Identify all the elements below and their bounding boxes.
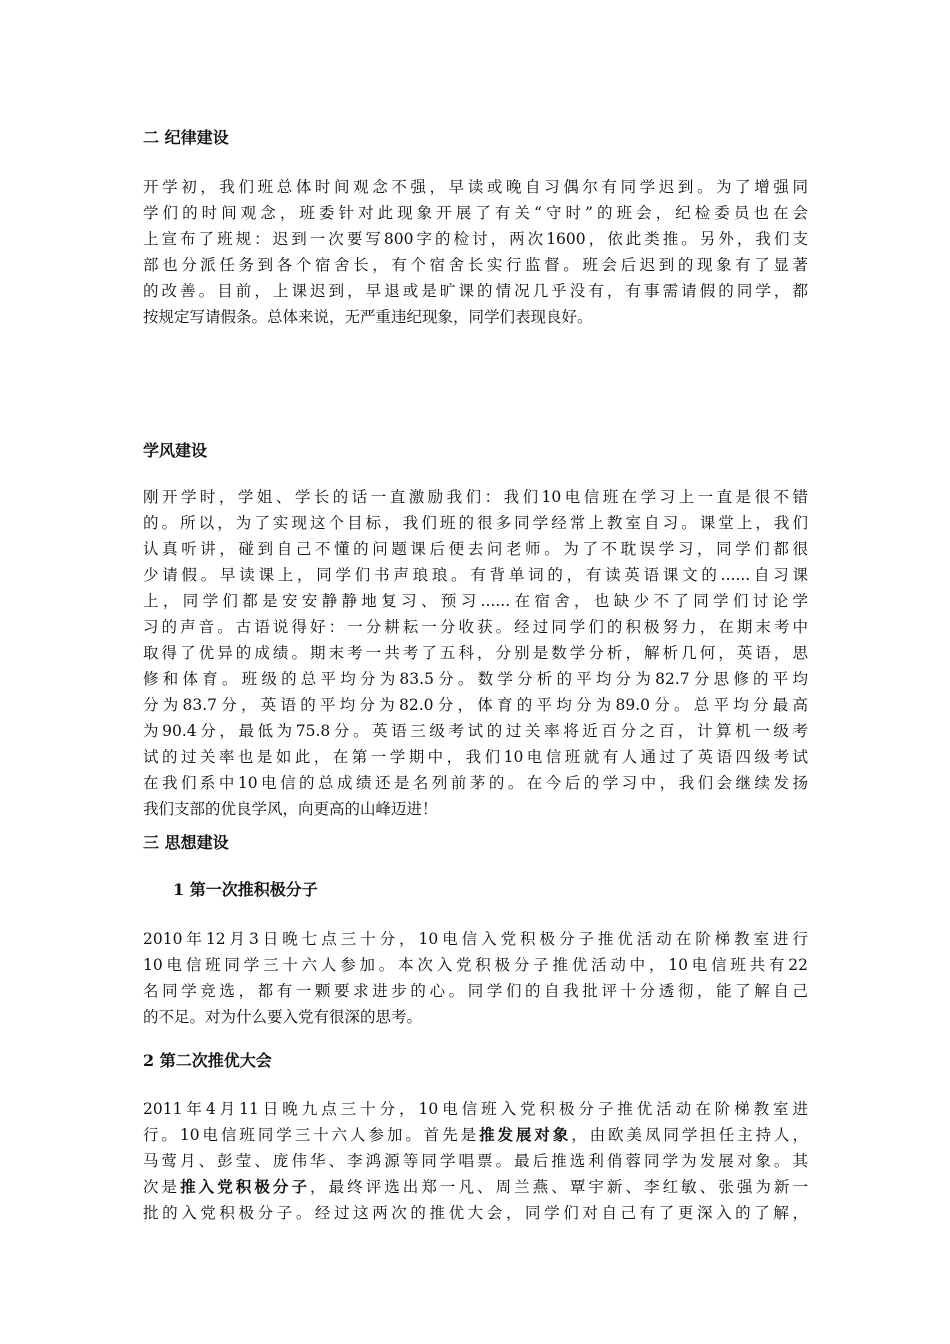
text-line: 分为83.7分，英语的平均分为82.0分，体育的平均分为89.0分。总平均分最高 xyxy=(143,696,808,714)
text-line: 部也分派任务到各个宿舍长，有个宿舍长实行监督。班会后迟到的现象有了显著 xyxy=(143,256,808,274)
text-line: 在我们系中10电信的总成绩还是名列前茅的。在今后的学习中，我们会继续发扬 xyxy=(143,774,808,792)
section-heading-ideology: 三 思想建设 xyxy=(143,833,229,852)
text-line: 取得了优异的成绩。期末考一共考了五科，分别是数学分析，解析几何，英语，思 xyxy=(143,644,808,662)
text-line: 名同学竞选，都有一颗要求进步的心。同学们的自我批评十分透彻，能了解自己 xyxy=(143,982,808,1000)
text-line: 学们的时间观念，班委针对此现象开展了有关“守时”的班会，纪检委员也在会 xyxy=(143,204,808,222)
text-span: ，由欧美凤同学担任主持人， xyxy=(571,1126,808,1144)
text-line xyxy=(143,1174,808,1200)
text-span: 行。10电信班同学三十六人参加。首先是 xyxy=(143,1126,480,1144)
text-line: 习的声音。古语说得好：一分耕耘一分收获。经过同学们的积极努力，在期末考中 xyxy=(143,618,808,636)
text-line: 修和体育。班级的总平均分为83.5分。数学分析的平均分为82.7分思修的平均 xyxy=(143,670,808,688)
paragraph-discipline xyxy=(143,174,808,330)
paragraph-study xyxy=(143,484,808,822)
paragraph-second-recommendation xyxy=(143,1096,808,1226)
text-line: 2010年12月3日晚七点三十分，10电信入党积极分子推优活动在阶梯教室进行 xyxy=(143,930,808,948)
text-line: 我们支部的优良学风，向更高的山峰迈进！ xyxy=(143,800,438,818)
text-line: 开学初，我们班总体时间观念不强，早读或晚自习偶尔有同学迟到。为了增强同 xyxy=(143,178,808,196)
text-line: 上，同学们都是安安静静地复习、预习......在宿舍，也缺少不了同学们讨论学 xyxy=(143,592,808,610)
text-span: 次是 xyxy=(143,1178,181,1196)
text-line: 为90.4分，最低为75.8分。英语三级考试的过关率将近百分之百，计算机一级考 xyxy=(143,722,808,740)
text-line: 的改善。目前，上课迟到，早退或是旷课的情况几乎没有，有事需请假的同学，都 xyxy=(143,282,808,300)
text-line: 的不足。对为什么要入党有很深的思考。 xyxy=(143,1008,423,1026)
text-line: 2011年4月11日晚九点三十分，10电信班入党积极分子推优活动在阶梯教室进 xyxy=(143,1100,808,1118)
section-heading-discipline: 二 纪律建设 xyxy=(143,128,229,147)
subsection-heading-second: 2 第二次推优大会 xyxy=(143,1051,272,1070)
text-line: 按规定写请假条。总体来说，无严重违纪现象，同学们表现良好。 xyxy=(143,308,593,326)
text-line: 少请假。早读课上，同学们书声琅琅。有背单词的，有读英语课文的......自习课 xyxy=(143,566,808,584)
text-line xyxy=(143,1122,808,1148)
text-line: 10电信班同学三十六人参加。本次入党积极分子推优活动中，10电信班共有22 xyxy=(143,956,808,974)
text-span: ，最终评选出郑一凡、周兰燕、覃宇新、李红敏、张强为新一 xyxy=(310,1178,808,1196)
paragraph-first-recommendation xyxy=(143,926,808,1030)
text-line: 的。所以，为了实现这个目标，我们班的很多同学经常上教室自习。课堂上，我们 xyxy=(143,514,808,532)
emphasis-text: 推入党积极分子 xyxy=(180,1177,311,1196)
text-line: 试的过关率也是如此，在第一学期中，我们10电信班就有人通过了英语四级考试 xyxy=(143,748,808,766)
section-heading-study: 学风建设 xyxy=(143,441,208,460)
text-line: 认真听讲，碰到自己不懂的问题课后便去问老师。为了不耽误学习，同学们都很 xyxy=(143,540,808,558)
text-line: 刚开学时，学姐、学长的话一直激励我们：我们10电信班在学习上一直是很不错 xyxy=(143,488,808,506)
text-line: 批的入党积极分子。经过这两次的推优大会，同学们对自己有了更深入的了解， xyxy=(143,1204,808,1222)
subsection-heading-first: 1 第一次推积极分子 xyxy=(173,880,318,899)
emphasis-text: 推发展对象 xyxy=(479,1125,572,1144)
text-line: 马莺月、彭莹、庞伟华、李鸿源等同学唱票。最后推选利俏蓉同学为发展对象。其 xyxy=(143,1152,808,1170)
text-line: 上宣布了班规：迟到一次要写800字的检讨，两次1600，依此类推。另外，我们支 xyxy=(143,230,808,248)
